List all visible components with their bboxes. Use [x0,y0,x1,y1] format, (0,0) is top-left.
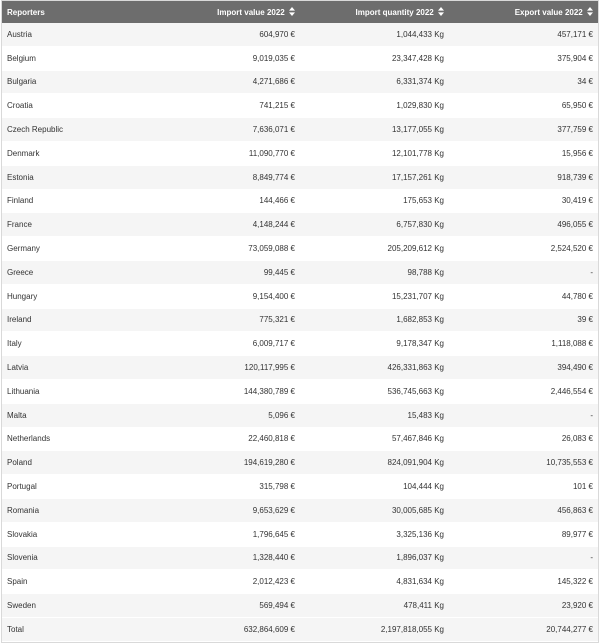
table-row [2,403,598,427]
cell-total-import-value: 632,864,609 € [151,617,300,641]
cell-export-value: - [449,260,598,284]
cell-export-value: 2,446,554 € [449,379,598,403]
table-header [2,1,598,23]
table-row [2,70,598,94]
cell-reporter: Belgium [2,46,151,70]
trade-table-container [1,0,599,643]
table-row [2,94,598,118]
cell-import-quantity: 6,757,830 Kg [300,213,449,237]
cell-import-quantity: 15,483 Kg [300,403,449,427]
cell-reporter: Czech Republic [2,118,151,142]
cell-export-value: 377,759 € [449,118,598,142]
cell-import-quantity: 6,331,374 Kg [300,70,449,94]
cell-import-quantity: 9,178,347 Kg [300,332,449,356]
sort-icon[interactable] [587,7,593,16]
header-reporters[interactable] [2,1,151,23]
cell-import-value: 8,849,774 € [151,165,300,189]
cell-import-quantity: 17,157,261 Kg [300,165,449,189]
cell-import-quantity: 1,044,433 Kg [300,23,449,46]
cell-import-value: 99,445 € [151,260,300,284]
cell-import-value: 9,154,400 € [151,284,300,308]
cell-total-import-quantity: 2,197,818,055 Kg [300,617,449,641]
cell-total-label: Total [2,617,151,641]
cell-import-value: 741,215 € [151,94,300,118]
cell-import-quantity: 1,896,037 Kg [300,546,449,570]
header-row [2,1,598,23]
cell-reporter: Germany [2,237,151,261]
trade-table [2,1,598,642]
cell-reporter: Lithuania [2,379,151,403]
cell-reporter: France [2,213,151,237]
cell-import-value: 569,494 € [151,594,300,618]
cell-reporter: Finland [2,189,151,213]
cell-reporter: Portugal [2,475,151,499]
cell-reporter: Romania [2,498,151,522]
header-export-value[interactable] [449,1,598,23]
table-row [2,237,598,261]
cell-import-value: 11,090,770 € [151,141,300,165]
cell-import-value: 604,970 € [151,23,300,46]
cell-import-value: 1,328,440 € [151,546,300,570]
table-row [2,213,598,237]
cell-reporter: Ireland [2,308,151,332]
cell-export-value: 496,055 € [449,213,598,237]
cell-import-quantity: 23,347,428 Kg [300,46,449,70]
cell-import-quantity: 478,411 Kg [300,594,449,618]
cell-reporter: Poland [2,451,151,475]
sort-icon[interactable] [438,7,444,16]
cell-export-value: 26,083 € [449,427,598,451]
cell-import-value: 9,019,035 € [151,46,300,70]
cell-import-value: 9,653,629 € [151,498,300,522]
cell-export-value: 101 € [449,475,598,499]
cell-import-quantity: 824,091,904 Kg [300,451,449,475]
table-row [2,522,598,546]
cell-export-value: - [449,546,598,570]
cell-reporter: Italy [2,332,151,356]
table-row [2,356,598,380]
cell-export-value: 23,920 € [449,594,598,618]
cell-import-value: 120,117,995 € [151,356,300,380]
cell-reporter: Bulgaria [2,70,151,94]
cell-import-quantity: 205,209,612 Kg [300,237,449,261]
cell-import-value: 22,460,818 € [151,427,300,451]
cell-import-quantity: 1,682,853 Kg [300,308,449,332]
cell-import-quantity: 426,331,863 Kg [300,356,449,380]
cell-export-value: 15,956 € [449,141,598,165]
table-row [2,498,598,522]
table-row [2,379,598,403]
header-reporters-label: Reporters [7,7,45,17]
cell-import-value: 73,059,088 € [151,237,300,261]
header-export-value-label: Export value 2022 [514,8,583,17]
cell-export-value: 456,863 € [449,498,598,522]
table-row [2,570,598,594]
cell-export-value: 2,524,520 € [449,237,598,261]
table-row [2,451,598,475]
table-row [2,23,598,46]
table-row [2,284,598,308]
cell-import-value: 775,321 € [151,308,300,332]
cell-export-value: 89,977 € [449,522,598,546]
cell-import-value: 6,009,717 € [151,332,300,356]
cell-import-quantity: 15,231,707 Kg [300,284,449,308]
table-row [2,118,598,142]
header-import-value[interactable] [151,1,300,23]
cell-reporter: Latvia [2,356,151,380]
table-row [2,308,598,332]
cell-export-value: 394,490 € [449,356,598,380]
cell-reporter: Slovakia [2,522,151,546]
cell-reporter: Croatia [2,94,151,118]
cell-reporter: Sweden [2,594,151,618]
cell-total-export-value: 20,744,277 € [449,617,598,641]
cell-reporter: Malta [2,403,151,427]
cell-import-quantity: 536,745,663 Kg [300,379,449,403]
cell-import-value: 194,619,280 € [151,451,300,475]
cell-export-value: 1,118,088 € [449,332,598,356]
table-row [2,594,598,618]
cell-reporter: Greece [2,260,151,284]
cell-reporter: Denmark [2,141,151,165]
cell-import-quantity: 98,788 Kg [300,260,449,284]
cell-export-value: 65,950 € [449,94,598,118]
table-row [2,427,598,451]
cell-import-value: 4,271,686 € [151,70,300,94]
cell-reporter: Slovenia [2,546,151,570]
table-row [2,546,598,570]
table-row [2,189,598,213]
cell-import-quantity: 3,325,136 Kg [300,522,449,546]
header-import-quantity[interactable] [300,1,449,23]
cell-reporter: Netherlands [2,427,151,451]
cell-reporter: Hungary [2,284,151,308]
cell-import-value: 5,096 € [151,403,300,427]
cell-export-value: 10,735,553 € [449,451,598,475]
cell-import-value: 4,148,244 € [151,213,300,237]
header-import-quantity-label: Import quantity 2022 [355,8,434,17]
cell-reporter: Spain [2,570,151,594]
table-body [2,23,598,641]
cell-import-quantity: 57,467,846 Kg [300,427,449,451]
cell-reporter: Austria [2,23,151,46]
header-import-value-label: Import value 2022 [217,8,285,17]
sort-icon[interactable] [289,7,295,16]
table-row [2,46,598,70]
cell-import-quantity: 175,653 Kg [300,189,449,213]
cell-export-value: 145,322 € [449,570,598,594]
cell-import-quantity: 1,029,830 Kg [300,94,449,118]
cell-export-value: 457,171 € [449,23,598,46]
cell-export-value: 44,780 € [449,284,598,308]
table-row [2,475,598,499]
cell-import-value: 144,380,789 € [151,379,300,403]
cell-import-value: 315,798 € [151,475,300,499]
table-row [2,260,598,284]
cell-export-value: 30,419 € [449,189,598,213]
cell-export-value: 34 € [449,70,598,94]
cell-import-quantity: 13,177,055 Kg [300,118,449,142]
table-row [2,141,598,165]
cell-export-value: - [449,403,598,427]
total-row [2,617,598,641]
cell-import-value: 2,012,423 € [151,570,300,594]
table-row [2,332,598,356]
cell-reporter: Estonia [2,165,151,189]
cell-import-quantity: 12,101,778 Kg [300,141,449,165]
cell-import-value: 1,796,645 € [151,522,300,546]
cell-import-quantity: 30,005,685 Kg [300,498,449,522]
cell-import-value: 144,466 € [151,189,300,213]
cell-export-value: 375,904 € [449,46,598,70]
table-row [2,165,598,189]
cell-export-value: 918,739 € [449,165,598,189]
cell-import-quantity: 4,831,634 Kg [300,570,449,594]
cell-export-value: 39 € [449,308,598,332]
cell-import-quantity: 104,444 Kg [300,475,449,499]
cell-import-value: 7,636,071 € [151,118,300,142]
